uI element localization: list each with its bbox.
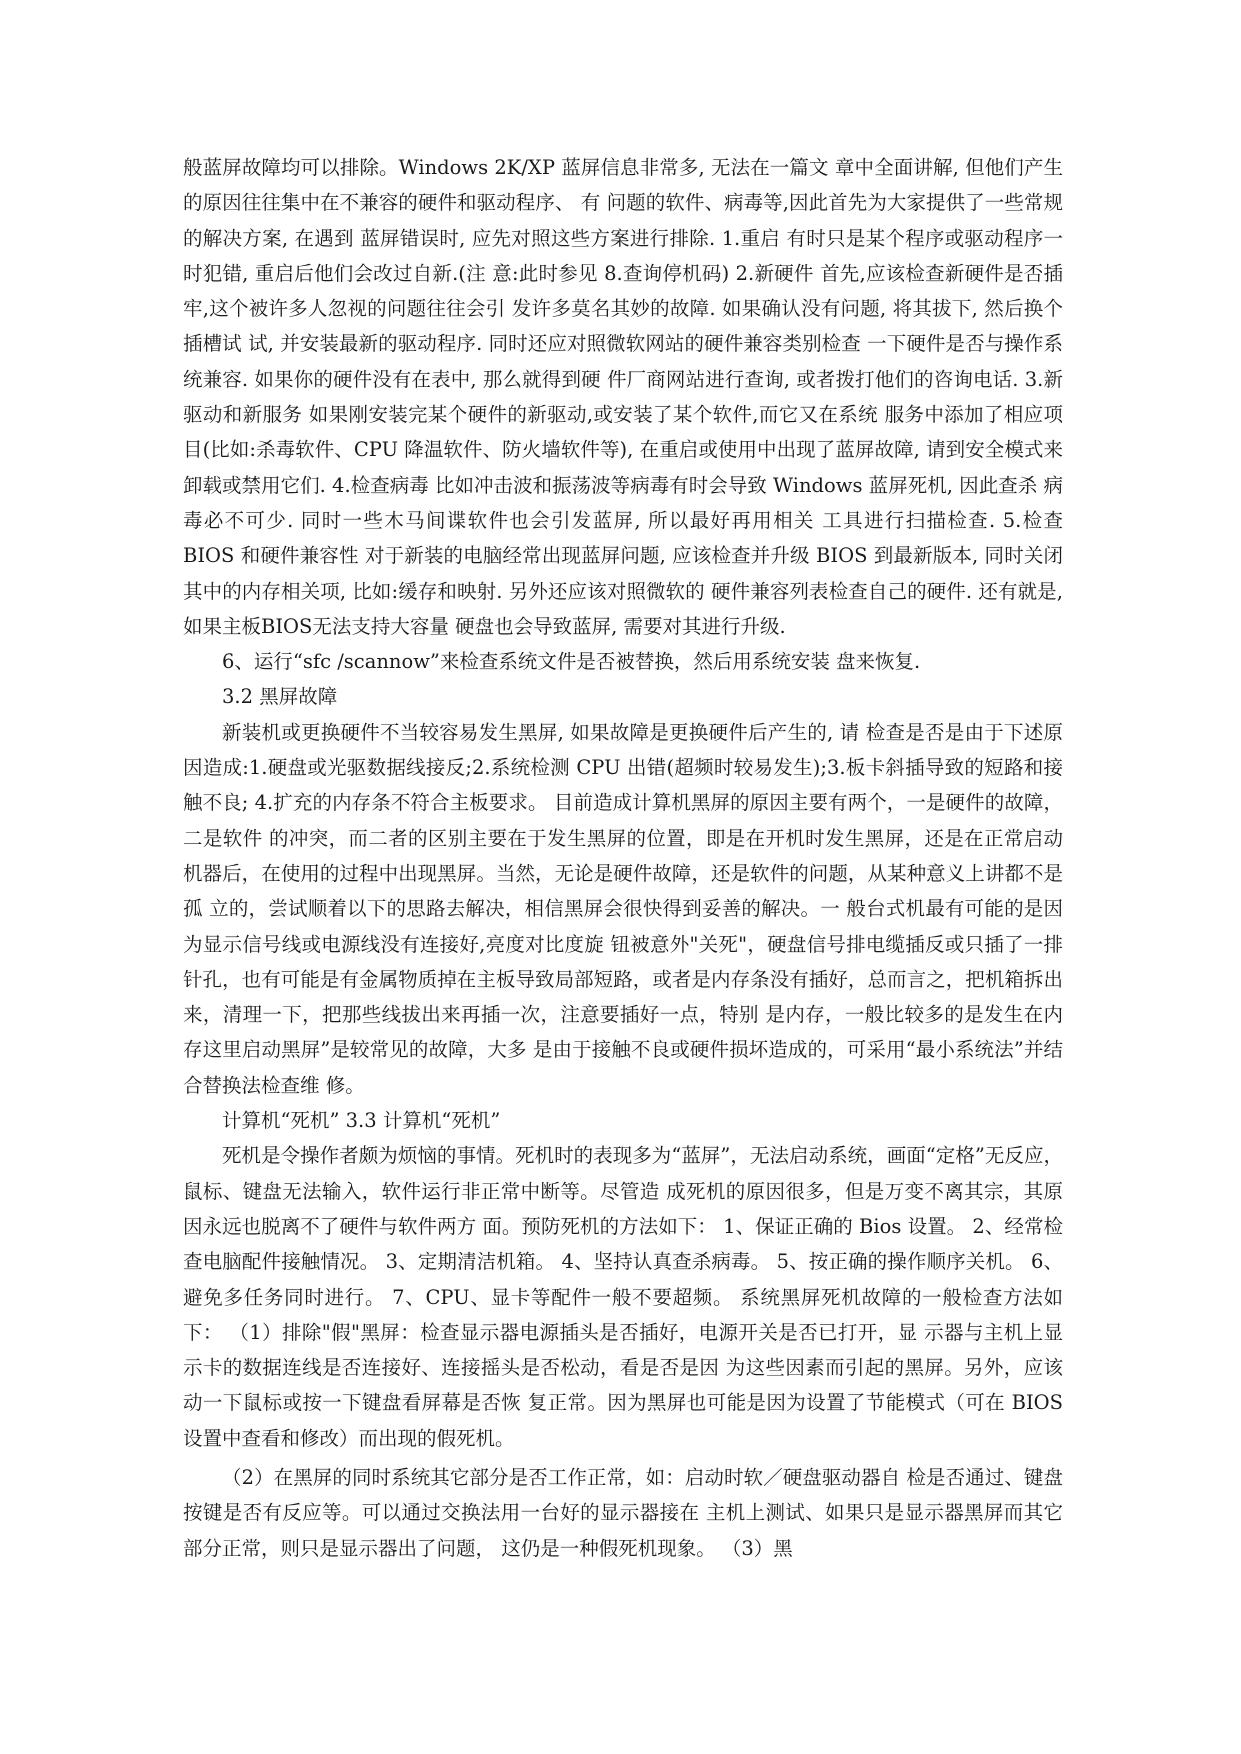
paragraph-crash-prevention: 死机是令操作者颇为烦恼的事情。死机时的表现多为“蓝屏”，无法启动系统，画面“定格”无反应，鼠标、键盘无法输入，软件运行非正常中断等。尽管造 成死机的原因很多，但是万变不离其宗，其原因永远也脱离不了硬件与软件两方 面。预防死机的方法如下： 1、保证正确的 Bios 设置。 2、经常检查电脑配件接触情况。 3、定期清洁机箱。 4、坚持认真查杀病毒。 5、按正确的操作顺序关机。 6、避免多任务同时进行。 7、CPU、显卡等配件一般不要超频。 系统黑屏死机故障的一般检查方法如下： （1）排除"假"黑屏：检查显示器电源插头是否插好，电源开关是否已打开，显 示器与主机上显示卡的数据连线是否连接好、连接摇头是否松动，看是否是因 为这些因素而引起的黑屏。另外，应该动一下鼠标或按一下键盘看屏幕是否恢 复正常。因为黑屏也可能是因为设置了节能模式（可在 BIOS 设置中查看和修改）而出现的假死机。 bbox=[183, 1144, 1063, 1450]
paragraph-black-screen-check: （2）在黑屏的同时系统其它部分是否工作正常，如：启动时软／硬盘驱动器自 检是否通过、键盘按键是否有反应等。可以通过交换法用一台好的显示器接在 主机上测试、如果只是显示器黑屏而其它部分正常，则只是显示器出了问题， 这仍是一种假死机现象。 （3）黑 bbox=[183, 1465, 1063, 1560]
section-heading-black-screen: 3.2 黑屏故障 bbox=[222, 685, 338, 709]
section-heading-crash: 计算机“死机” 3.3 计算机“死机” bbox=[222, 1109, 501, 1133]
paragraph-black-screen-causes: 新装机或更换硬件不当较容易发生黑屏, 如果故障是更换硬件后产生的, 请 检查是否是由于下述原因造成:1.硬盘或光驱数据线接反;2.系统检测 CPU 出错(超频时较易发生);3.板卡斜插导致的短路和接触不良; 4.扩充的内存条不符合主板要求。 目前造成计算机黑屏的原因主要有两个，一是硬件的故障，二是软件 的冲突，而二者的区别主要在于发生黑屏的位置，即是在开机时发生黑屏，还是在正常启动机器后，在使用的过程中出现黑屏。当然，无论是硬件故障，还是软件的问题，从某种意义上讲都不是孤 立的，尝试顺着以下的思路去解决，相信黑屏会很快得到妥善的解决。一 般台式机最有可能的是因为显示信号线或电源线没有连接好,亮度对比度旋 钮被意外"关死"，硬盘信号排电缆插反或只插了一排针孔，也有可能是有金属物质掉在主板导致局部短路，或者是内存条没有插好，总而言之，把机箱拆出来，清理一下，把那些线拔出来再插一次，注意要插好一点，特别 是内存，一般比较多的是发生在内存这里启动黑屏”是较常见的故障，大多 是由于接触不良或硬件损坏造成的，可采用“最小系统法”并结合替换法检查维 修。 bbox=[183, 720, 1063, 1097]
paragraph-bluescreen-solutions: 般蓝屏故障均可以排除。Windows 2K/XP 蓝屏信息非常多, 无法在一篇文 章中全面讲解, 但他们产生的原因往往集中在不兼容的硬件和驱动程序、 有 问题的软件、病毒等,因此首先为大家提供了一些常规的解决方案, 在遇到 蓝屏错误时, 应先对照这些方案进行排除. 1.重启 有时只是某个程序或驱动程序一时犯错, 重启后他们会改过自新.(注 意:此时参见 8.查询停机码) 2.新硬件 首先,应该检查新硬件是否插牢,这个被许多人忽视的问题往往会引 发许多莫名其妙的故障. 如果确认没有问题, 将其拔下, 然后换个插槽试 试, 并安装最新的驱动程序. 同时还应对照微软网站的硬件兼容类别检查 一下硬件是否与操作系统兼容. 如果你的硬件没有在表中, 那么就得到硬 件厂商网站进行查询, 或者拨打他们的咨询电话. 3.新驱动和新服务 如果刚安装完某个硬件的新驱动,或安装了某个软件,而它又在系统 服务中添加了相应项目(比如:杀毒软件、CPU 降温软件、防火墙软件等), 在重启或使用中出现了蓝屏故障, 请到安全模式来卸载或禁用它们. 4.检查病毒 比如冲击波和振荡波等病毒有时会导致 Windows 蓝屏死机, 因此查杀 病毒必不可少. 同时一些木马间谍软件也会引发蓝屏, 所以最好再用相关 工具进行扫描检查. 5.检查 BIOS 和硬件兼容性 对于新装的电脑经常出现蓝屏问题, 应该检查并升级 BIOS 到最新版本, 同时关闭其中的内存相关项, 比如:缓存和映射. 另外还应该对照微软的 硬件兼容列表检查自己的硬件. 还有就是, 如果主板BIOS无法支持大容量 硬盘也会导致蓝屏, 需要对其进行升级. bbox=[183, 156, 1063, 638]
document-body bbox=[183, 150, 1063, 1566]
paragraph-sfc-scannow: 6、运行“sfc /scannow”来检查系统文件是否被替换，然后用系统安装 盘来恢复. bbox=[222, 650, 921, 674]
